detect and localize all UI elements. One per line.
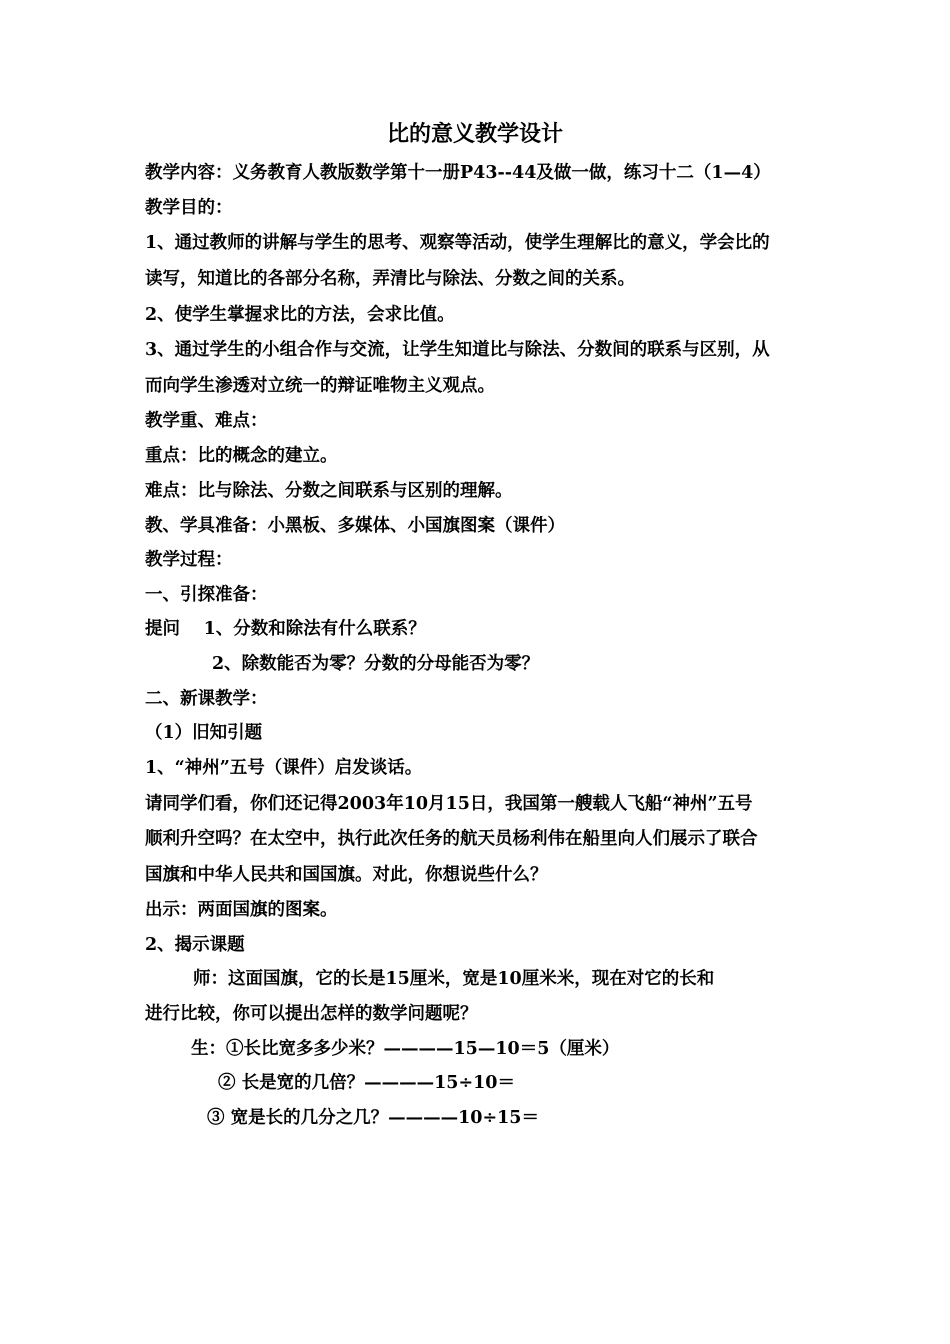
document-title: 比的意义教学设计 <box>386 121 563 147</box>
line-objective-3a: 3、通过学生的小组合作与交流，让学生知道比与除法、分数间的联系与区别，从 <box>145 340 770 360</box>
line-teacher-question: 进行比较，你可以提出怎样的数学问题呢？ <box>145 1004 478 1024</box>
line-paragraph-1c: 国旗和中华人民共和国国旗。对此，你想说些什么？ <box>145 865 548 885</box>
line-teacher-statement: 师：这面国旗，它的长是15厘米，宽是10厘米米，现在对它的长和 <box>193 969 715 989</box>
line-section-1-heading: 一、引探准备： <box>145 585 268 605</box>
line-process-heading: 教学过程： <box>145 550 233 570</box>
line-student-answer-3: ③ 宽是长的几分之几？————10÷15＝ <box>207 1108 539 1128</box>
line-teaching-content: 教学内容：义务教育人教版数学第十一册P43--44及做一做，练习十二（1—4） <box>145 163 771 183</box>
line-materials: 教、学具准备：小黑板、多媒体、小国旗图案（课件） <box>145 516 565 536</box>
line-key-point: 重点：比的概念的建立。 <box>145 446 338 466</box>
line-teaching-objectives-heading: 教学目的： <box>145 198 233 218</box>
line-paragraph-1a: 请同学们看，你们还记得2003年10月15日，我国第一艘载人飞船“神州”五号 <box>145 794 753 814</box>
line-subsection-1: （1）旧知引题 <box>145 723 263 743</box>
line-section-2-heading: 二、新课教学： <box>145 689 268 709</box>
line-difficult-point: 难点：比与除法、分数之间联系与区别的理解。 <box>145 481 513 501</box>
line-item-1: 1、“神州”五号（课件）启发谈话。 <box>145 758 423 778</box>
line-question-1: 提问 1、分数和除法有什么联系？ <box>145 619 426 639</box>
line-objective-3b: 而向学生渗透对立统一的辩证唯物主义观点。 <box>145 376 495 396</box>
line-show-flags: 出示：两面国旗的图案。 <box>145 900 338 920</box>
line-objective-1b: 读写，知道比的各部分名称，弄清比与除法、分数之间的关系。 <box>145 269 635 289</box>
line-paragraph-1b: 顺利升空吗？在太空中，执行此次任务的航天员杨利伟在船里向人们展示了联合 <box>145 829 758 849</box>
line-objective-1a: 1、通过教师的讲解与学生的思考、观察等活动，使学生理解比的意义，学会比的 <box>145 233 770 253</box>
line-item-2: 2、揭示课题 <box>145 935 245 955</box>
line-key-points-heading: 教学重、难点： <box>145 411 268 431</box>
line-student-answer-1: 生：①长比宽多多少米？————15—10＝5（厘米） <box>191 1039 620 1059</box>
line-question-2: 2、除数能否为零？分数的分母能否为零？ <box>212 654 540 674</box>
line-objective-2: 2、使学生掌握求比的方法，会求比值。 <box>145 305 455 325</box>
line-student-answer-2: ② 长是宽的几倍？————15÷10＝ <box>218 1073 515 1093</box>
